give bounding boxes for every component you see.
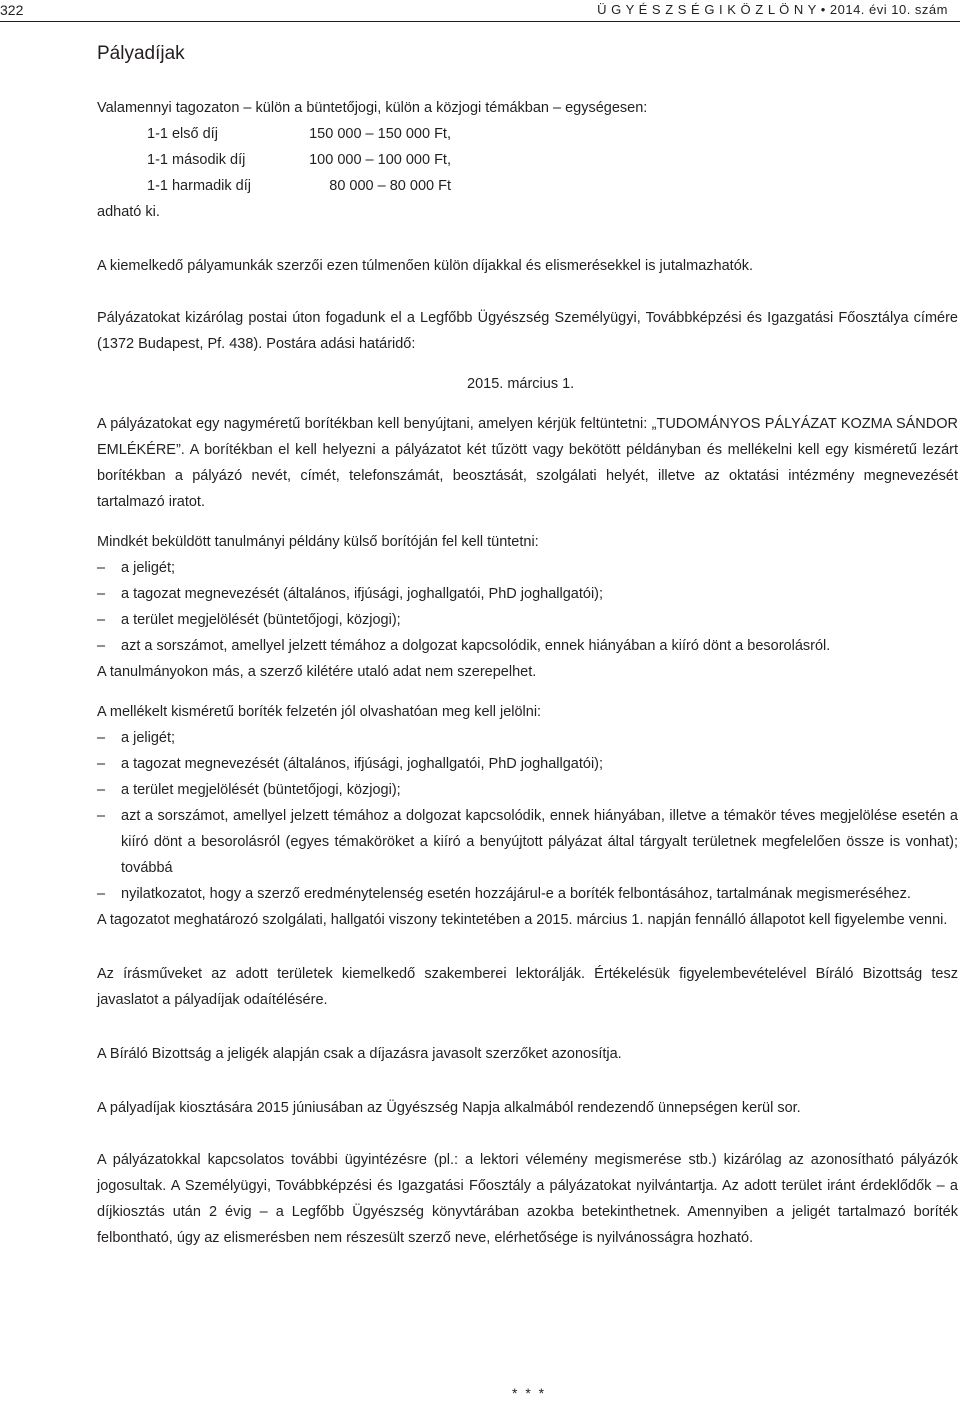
page-header [0, 0, 960, 22]
identify-paragraph: A Bíráló Bizottság a jeligék alapján csak a díjazásra javasolt szerzőket azonosítja. [97, 1046, 622, 1062]
cover-intro: Mindkét beküldött tanulmányi példány külső borítóján fel kell tüntetni: [97, 534, 539, 550]
prizes-intro: Valamennyi tagozaton – külön a büntetőjogi, külön a közjogi témákban – egységesen: [97, 100, 648, 116]
small-envelope-intro: A mellékelt kisméretű boríték felzetén jól olvashatóan meg kell jelölni: [97, 704, 542, 720]
list-item: – a jeligét; [97, 725, 958, 751]
submission-paragraph: Pályázatokat kizárólag postai úton fogadunk el a Legfőbb Ügyészség Személyügyi, Továbbképzési és Igazgatási Főosztálya címére (1372 Budapest, Pf. 438). Postára adási határidő: [97, 310, 958, 352]
section-title: Pályadíjak [97, 43, 185, 64]
list-item: – a terület megjelölését (büntetőjogi, közjogi); [97, 607, 958, 633]
list-item: – a tagozat megnevezését (általános, ifjúsági, joghallgatói, PhD joghallgatói); [97, 581, 958, 607]
envelope-paragraph: A pályázatokat egy nagyméretű borítékban kell benyújtani, amelyen kérjük feltüntetni: „TUDOMÁNYOS PÁLYÁZAT KOZMA SÁNDOR EMLÉKÉRE”. A borítékban el kell helyezni a pályázatot két tűzött vagy bekötött példányban és mellékelni kell egy kisméretű lezárt borítékban a pályázó nevét, címét, telefonszámát, beosztását, szolgálati helyét, illetve az oktatási intézmény megnevezését tartalmazó iratot. [97, 416, 958, 510]
list-item: – a jeligét; [97, 555, 958, 581]
further-paragraph: A pályázatokkal kapcsolatos további ügyintézésre (pl.: a lektori vélemény megismerése stb.) kizárólag az azonosítható pályázók jogosultak. A Személyügyi, Továbbképzési és Igazgatási Főosztály a pályázatokat nyilvántartja. Az adott terület iránt érdeklődők – a díjkiosztás után 2 évig – a Legfőbb Ügyészség könyvtárában azokba betekinthetnek. Amennyiben a jeligét tartalmazó boríték felbontható, úgy az elismerésben nem részesült szerző neve, elérhetősége is nyilvánosságra hozható. [97, 1152, 958, 1246]
outstanding-paragraph: A kiemelkedő pályamunkák szerzői ezen túlmenően külön díjakkal és elismerésekkel is jutalmazhatók. [97, 258, 754, 274]
prize-label: 1-1 harmadik díj [147, 178, 251, 194]
small-envelope-list [97, 725, 958, 907]
ceremony-paragraph: A pályadíjak kiosztására 2015 júniusában az Ügyészség Napja alkalmából rendezendő ünnepségen kerül sor. [97, 1100, 801, 1116]
section-separator: * * * [512, 1385, 547, 1401]
list-item: – a terület megjelölését (büntetőjogi, közjogi); [97, 777, 958, 803]
section-paragraph: A tagozatot meghatározó szolgálati, hallgatói viszony tekintetében a 2015. március 1. napján fennálló állapotot kell figyelembe venni. [97, 912, 948, 928]
document-body [97, 95, 958, 1251]
prize-row [97, 173, 958, 199]
list-item: – nyilatkozatot, hogy a szerző eredménytelenség esetén hozzájárul-e a boríték felbontásához, tartalmának megismeréséhez. [97, 881, 958, 907]
header-rule [0, 21, 960, 22]
prize-label: 1-1 második díj [147, 152, 246, 168]
list-item: – azt a sorszámot, amellyel jelzett témához a dolgozat kapcsolódik, ennek hiányában a kiíró dönt a besorolásról. [97, 633, 958, 659]
deadline-date: 2015. március 1. [467, 376, 575, 392]
prize-amount: 80 000 – 80 000 Ft [329, 178, 451, 194]
prize-table [97, 121, 958, 199]
anonymity-paragraph: A tanulmányokon más, a szerző kilétére utaló adat nem szerepelhet. [97, 664, 537, 680]
review-paragraph: Az írásműveket az adott területek kiemelkedő szakemberei lektorálják. Értékelésük figyelembevételével Bíráló Bizottság tesz javaslatot a pályadíjak odaítélésére. [97, 966, 958, 1008]
prize-row [97, 121, 958, 147]
prize-amount: 150 000 – 150 000 Ft, [309, 126, 451, 142]
prizes-end: adható ki. [97, 204, 160, 220]
prize-amount: 100 000 – 100 000 Ft, [309, 152, 451, 168]
page-number: 322 [0, 2, 24, 18]
journal-title: Ü G Y É S Z S É G I K Ö Z L Ö N Y • 2014. évi 10. szám [597, 2, 948, 17]
list-item: – a tagozat megnevezését (általános, ifjúsági, joghallgatói, PhD joghallgatói); [97, 751, 958, 777]
prize-row [97, 147, 958, 173]
prize-label: 1-1 első díj [147, 126, 218, 142]
list-item: – azt a sorszámot, amellyel jelzett témához a dolgozat kapcsolódik, ennek hiányában, illetve a témakör téves megjelölése esetén a kiíró dönt a besorolásról (egyes témaköröket a kiíró a benyújtott pályázat által tárgyalt területnek megfelelően össze is vonhat); továbbá [97, 803, 958, 881]
cover-list [97, 555, 958, 659]
